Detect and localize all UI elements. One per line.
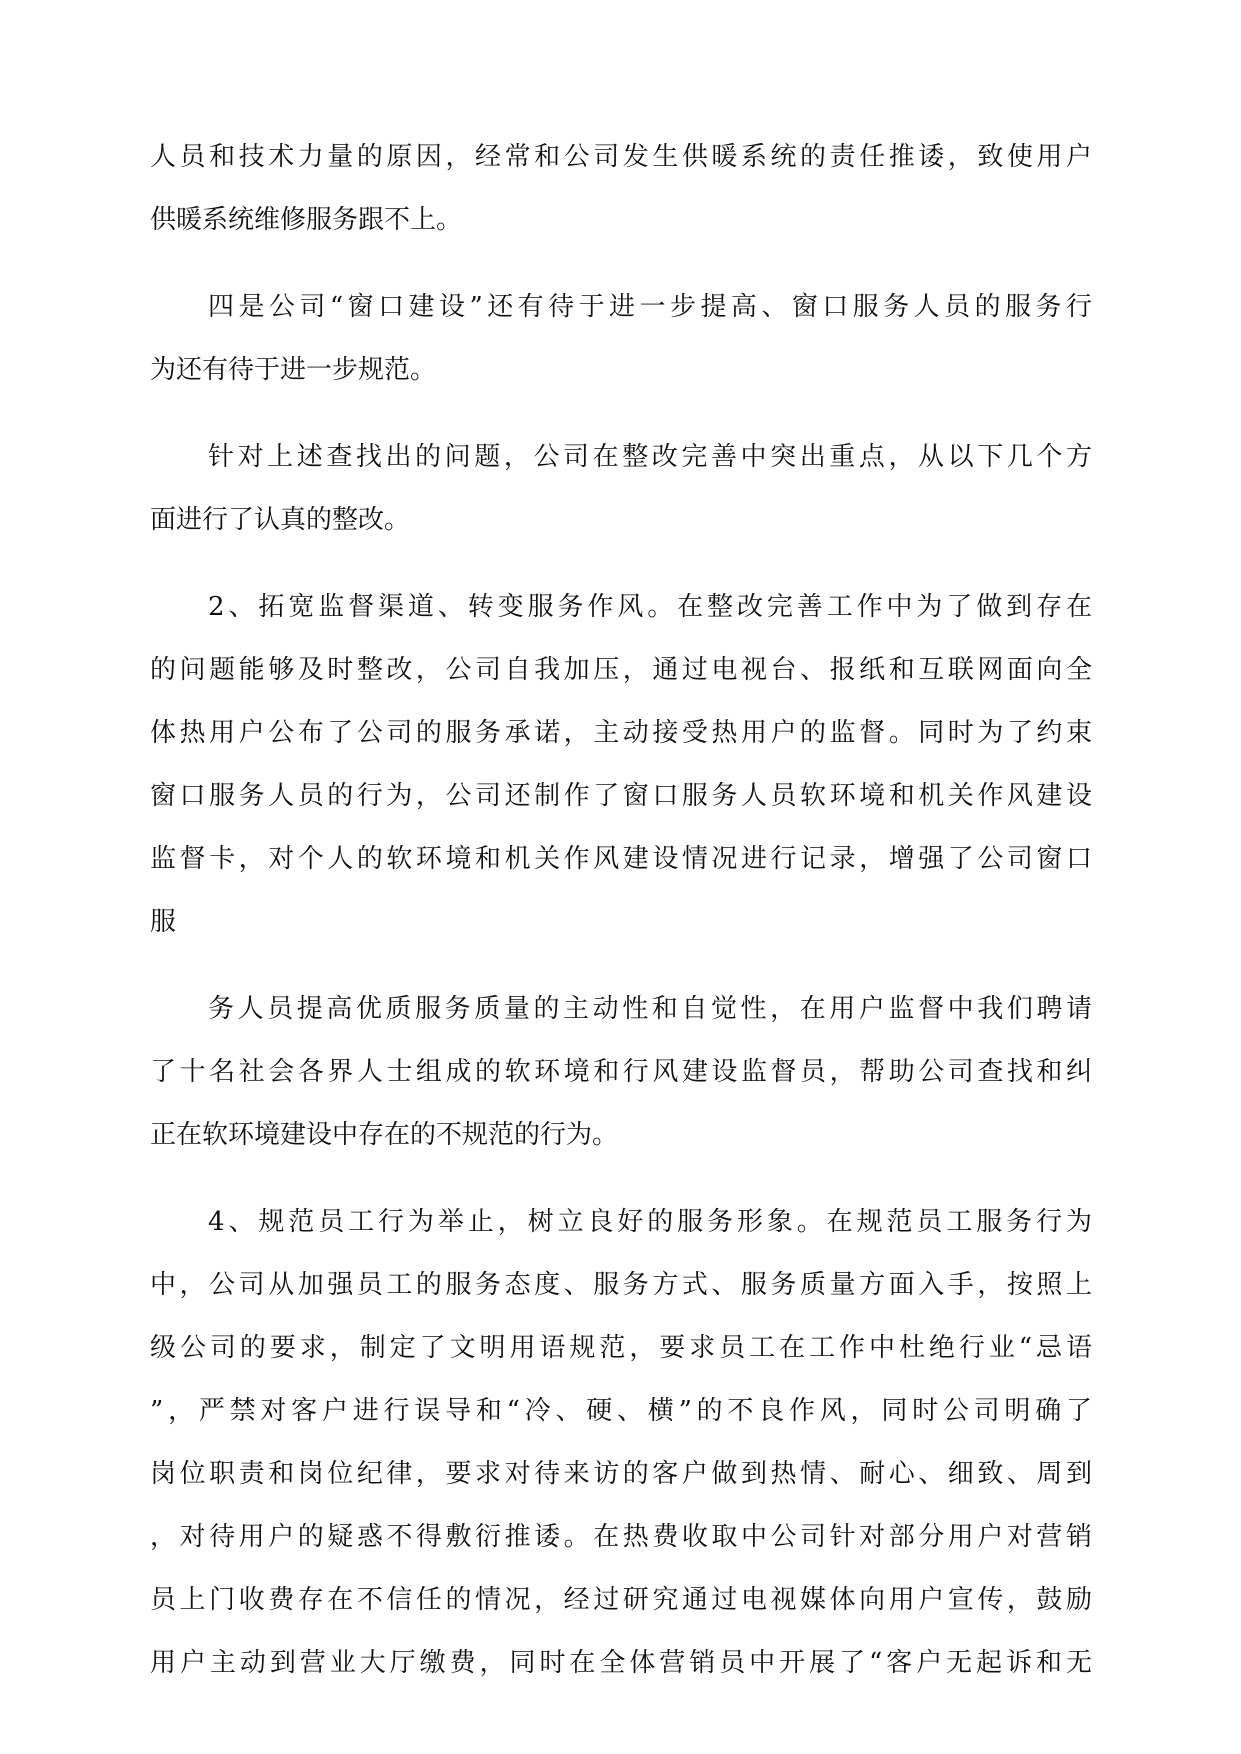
text-line: 供暖系统维修服务跟不上。 — [150, 205, 463, 235]
paragraph-2 — [150, 276, 1092, 402]
text-line: 正在软环境建设中存在的不规范的行为。 — [150, 1120, 619, 1150]
text-line: 岗位职责和岗位纪律，要求对待来访的客户做到热情、耐心、细致、周到 — [150, 1459, 1092, 1489]
text-line: 了十名社会各界人士组成的软环境和行风建设监督员，帮助公司查找和纠 — [150, 1057, 1092, 1087]
paragraph-4 — [150, 576, 1092, 954]
text-line: 面进行了认真的整改。 — [150, 505, 411, 535]
paragraph-3 — [150, 426, 1092, 552]
paragraph-5 — [150, 978, 1092, 1167]
text-line: 4、规范员工行为举止，树立良好的服务形象。在规范员工服务行为 — [208, 1207, 1092, 1237]
text-line: 的问题能够及时整改，公司自我加压，通过电视台、报纸和互联网面向全 — [150, 655, 1092, 685]
text-line: 为还有待于进一步规范。 — [150, 355, 437, 385]
paragraph-6 — [150, 1191, 1092, 1695]
paragraph-1 — [150, 126, 1092, 252]
text-line: 2、拓宽监督渠道、转变服务作风。在整改完善工作中为了做到存在 — [208, 592, 1092, 622]
text-line: 针对上述查找出的问题，公司在整改完善中突出重点，从以下几个方 — [208, 442, 1092, 472]
text-line: 级公司的要求，制定了文明用语规范，要求员工在工作中杜绝行业“忌语 — [150, 1333, 1092, 1363]
text-line: 窗口服务人员的行为，公司还制作了窗口服务人员软环境和机关作风建设 — [150, 781, 1092, 811]
text-line: 用户主动到营业大厅缴费，同时在全体营销员中开展了“客户无起诉和无 — [150, 1648, 1092, 1678]
text-line: 中，公司从加强员工的服务态度、服务方式、服务质量方面入手，按照上 — [150, 1270, 1092, 1300]
text-line: 服 — [150, 907, 177, 937]
text-line: ”，严禁对客户进行误导和“冷、硬、横”的不良作风，同时公司明确了 — [150, 1396, 1092, 1426]
text-line: 人员和技术力量的原因，经常和公司发生供暖系统的责任推诿，致使用户 — [150, 142, 1092, 172]
text-line: 体热用户公布了公司的服务承诺，主动接受热用户的监督。同时为了约束 — [150, 718, 1092, 748]
text-line: 务人员提高优质服务质量的主动性和自觉性，在用户监督中我们聘请 — [208, 994, 1092, 1024]
text-line: 员上门收费存在不信任的情况，经过研究通过电视媒体向用户宣传，鼓励 — [150, 1585, 1092, 1615]
document-page — [150, 126, 1092, 1695]
text-line: ，对待用户的疑惑不得敷衍推诿。在热费收取中公司针对部分用户对营销 — [150, 1522, 1092, 1552]
text-line: 监督卡，对个人的软环境和机关作风建设情况进行记录，增强了公司窗口 — [150, 844, 1092, 874]
text-line: 四是公司“窗口建设”还有待于进一步提高、窗口服务人员的服务行 — [208, 292, 1092, 322]
